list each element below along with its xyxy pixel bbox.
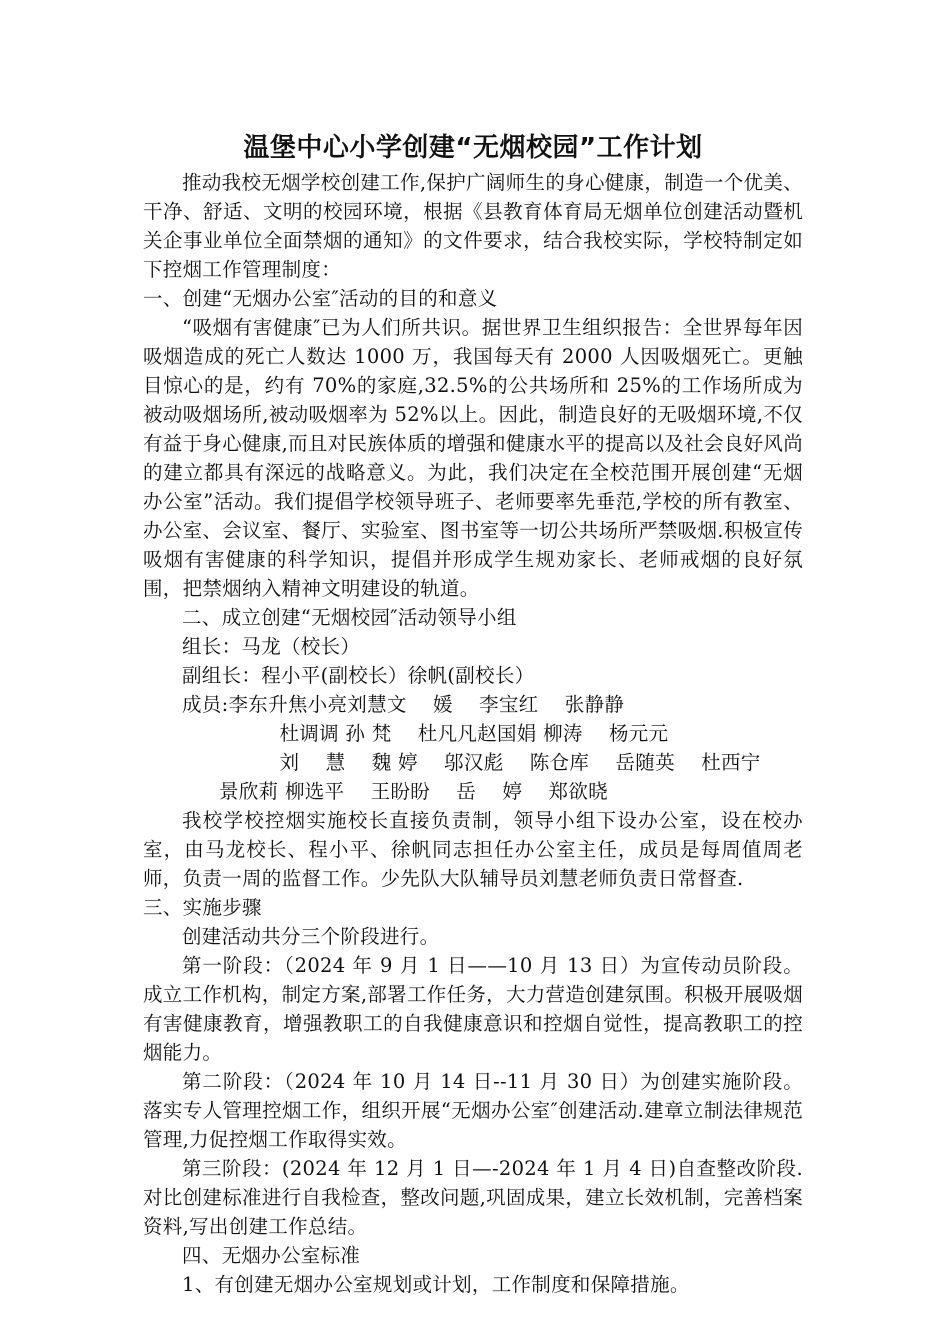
section3-intro: 创建活动共分三个阶段进行。	[182, 925, 440, 948]
section4-heading: 四、无烟办公室标准	[182, 1244, 361, 1267]
leader-line: 组长：马龙（校长）	[182, 635, 361, 658]
members-line-3: 刘 慧 魏 婷 邬汉彪 陈仓库 岳随英 杜西宁	[279, 751, 761, 774]
document-title: 温堡中心小学创建“无烟校园”工作计划	[243, 133, 703, 163]
deputy-line: 副组长：程小平(副校长）徐帆(副校长）	[182, 664, 535, 687]
stage2-paragraph: 第二阶段：（2024 年 10 月 14 日--11 月 30 日）为创建实施阶段。落实专人管理控烟工作，组织开展“无烟办公室″创建活动.建章立制法律规范管理,力促控烟工作取得实效。	[143, 1070, 803, 1151]
members-line-4: 景欣莉 柳选平 王盼盼 岳 婷 郑欲晓	[219, 780, 608, 803]
stage3-paragraph: 第三阶段：(2024 年 12 月 1 日—-2024 年 1 月 4 日)自查整改阶段.对比创建标准进行自我检查，整改问题,巩固成果，建立长效机制，完善档案资料,写出创建工作总结。	[143, 1157, 803, 1238]
section1-heading: 一、创建“无烟办公室″活动的目的和意义	[143, 287, 498, 310]
stage1-paragraph: 第一阶段：（2024 年 9 月 1 日——10 月 13 日）为宣传动员阶段。成立工作机构，制定方案,部署工作任务，大力营造创建氛围。积极开展吸烟有害健康教育，增强教职工的自我健康意识和控烟自觉性，提高教职工的控烟能力。	[143, 954, 803, 1064]
section1-paragraph: “吸烟有害健康″已为人们所共识。据世界卫生组织报告：全世界每年因吸烟造成的死亡人数达 1000 万，我国每天有 2000 人因吸烟死亡。更触目惊心的是，约有 70%的家庭,32.5%的公共场所和 25%的工作场所成为被动吸烟场所,被动吸烟率为 52%以上。因此，制造良好的无吸烟环境,不仅有益于身心健康,而且对民族体质的增强和健康水平的提高以及社会良好风尚的建立都具有深远的战略意义。为此，我们决定在全校范围开展创建“无烟办公室”活动。我们提倡学校领导班子、老师要率先垂范,学校的所有教室、办公室、会议室、餐厅、实验室、图书室等一切公共场所严禁吸烟.积极宣传吸烟有害健康的科学知识，提倡并形成学生规劝家长、老师戒烟的良好氛围，把禁烟纳入精神文明建设的轨道。	[143, 316, 803, 600]
document-page	[143, 128, 803, 1299]
section3-heading: 三、实施步骤	[143, 896, 262, 919]
members-line-2: 杜调调 孙 梵 杜凡凡赵国娟 柳涛 杨元元	[279, 722, 669, 745]
section2-heading: 二、成立创建“无烟校园″活动领导小组	[182, 606, 517, 629]
intro-paragraph: 推动我校无烟学校创建工作,保护广阔师生的身心健康，制造一个优美、干净、舒适、文明的校园环境，根据《县教育体育局无烟单位创建活动暨机关企事业单位全面禁烟的通知》的文件要求，结合我校实际，学校特制定如下控烟工作管理制度：	[143, 171, 803, 281]
section4-item-1: 1、有创建无烟办公室规划或计划，工作制度和保障措施。	[182, 1273, 690, 1296]
members-line-1: 成员:李东升焦小亮刘慧文 媛 李宝红 张静静	[182, 693, 625, 716]
section2-paragraph: 我校学校控烟实施校长直接负责制，领导小组下设办公室，设在校办室，由马龙校长、程小平、徐帆同志担任办公室主任，成员是每周值周老师，负责一周的监督工作。少先队大队辅导员刘慧老师负责日常督查.	[143, 809, 803, 890]
